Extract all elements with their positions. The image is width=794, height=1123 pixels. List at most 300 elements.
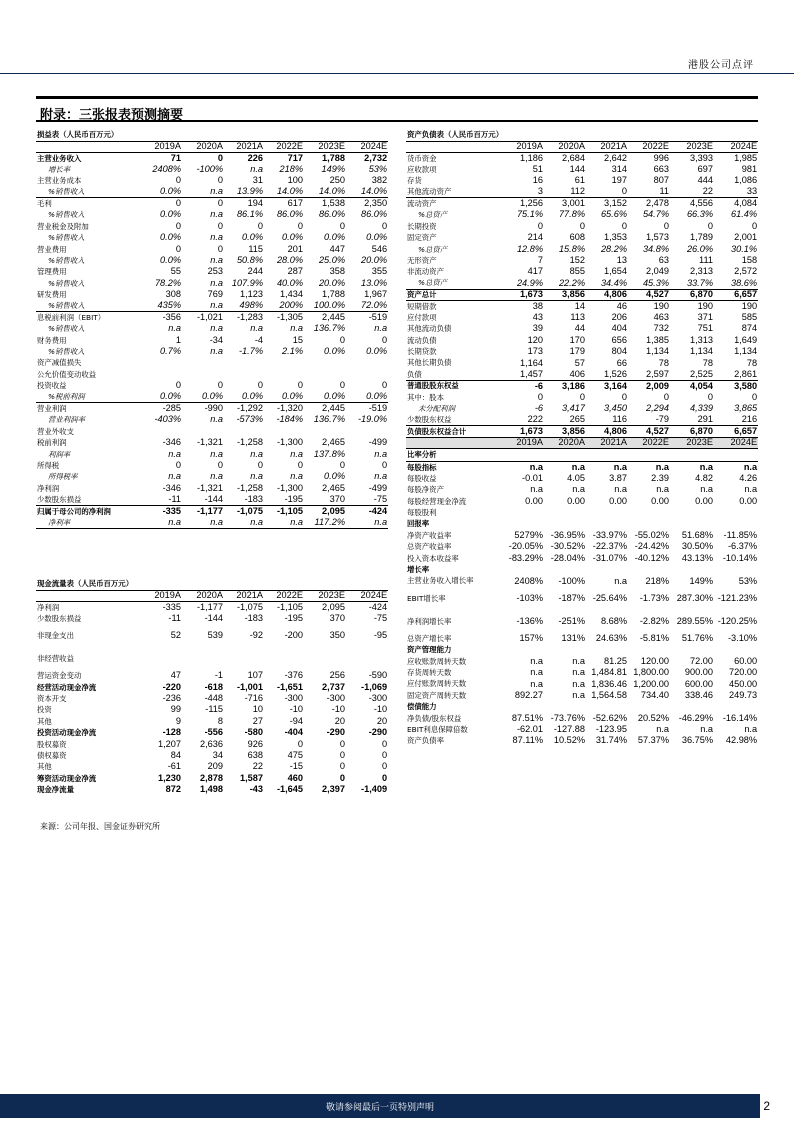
value-cell: n.a bbox=[142, 517, 182, 528]
value-cell: 1,836.46 bbox=[591, 678, 627, 689]
value-cell: 0.0% bbox=[264, 392, 304, 403]
value-cell: 25.0% bbox=[318, 255, 345, 265]
row-label: 净利润 bbox=[37, 483, 60, 493]
value-cell: 287 bbox=[287, 266, 303, 277]
value-cell: 78 bbox=[658, 357, 669, 368]
value-cell: 3,393 bbox=[690, 152, 713, 163]
table-row bbox=[406, 724, 758, 735]
value-cell: -6 bbox=[534, 380, 543, 391]
row-label: EBIT利息保障倍数 bbox=[407, 724, 468, 734]
row-label: 每股净资产 bbox=[407, 485, 444, 495]
value-cell: 1,134 bbox=[734, 346, 758, 357]
year-header-cell: 2022E bbox=[628, 141, 670, 152]
value-cell: 65.6% bbox=[600, 209, 627, 220]
value-cell: 0.0% bbox=[142, 392, 182, 403]
value-cell: 0.0% bbox=[324, 346, 345, 357]
value-cell: 0 bbox=[381, 738, 388, 749]
value-cell: 222 bbox=[502, 414, 544, 425]
value-cell: -46.29% bbox=[678, 712, 713, 723]
table-row bbox=[36, 483, 388, 494]
value-cell bbox=[224, 357, 264, 368]
row-label: 税前利润 bbox=[37, 438, 67, 448]
value-cell: 1,587 bbox=[240, 772, 263, 783]
value-cell: 358 bbox=[329, 266, 345, 277]
value-cell: 194 bbox=[247, 198, 263, 209]
value-cell: 1,123 bbox=[240, 289, 263, 300]
value-cell: 638 bbox=[247, 750, 263, 760]
value-cell: 546 bbox=[371, 243, 388, 254]
value-cell: -1,300 bbox=[276, 482, 303, 493]
value-cell: 34.8% bbox=[642, 243, 669, 254]
table-row bbox=[406, 198, 758, 209]
value-cell: 2,737 bbox=[322, 681, 345, 692]
value-cell: 13.9% bbox=[224, 187, 264, 198]
value-cell: 190 bbox=[741, 300, 758, 311]
value-cell: 10 bbox=[252, 704, 263, 715]
table-row bbox=[406, 484, 758, 495]
value-cell: 874 bbox=[741, 323, 758, 334]
value-cell: -16.14% bbox=[722, 712, 758, 723]
value-cell bbox=[670, 519, 714, 530]
value-cell: 1,484.81 bbox=[591, 667, 627, 678]
row-label: 投资 bbox=[37, 705, 52, 715]
value-cell bbox=[586, 564, 628, 575]
year-header-cell: 2024E bbox=[346, 590, 388, 601]
table-row bbox=[36, 727, 388, 738]
value-cell: 55 bbox=[170, 266, 181, 277]
row-label: EBIT增长率 bbox=[407, 593, 446, 603]
value-cell: 2,397 bbox=[322, 784, 345, 795]
value-cell: -1,258 bbox=[236, 482, 263, 493]
ratios-section-title: 比率分析 bbox=[406, 449, 758, 462]
value-cell: 0 bbox=[257, 380, 263, 391]
value-cell: 14.0% bbox=[346, 187, 388, 198]
table-row bbox=[36, 221, 388, 232]
header-divider bbox=[0, 73, 794, 74]
value-cell: -1,645 bbox=[276, 784, 303, 795]
value-cell: 30.1% bbox=[731, 243, 758, 254]
value-cell bbox=[182, 426, 224, 437]
value-cell: -220 bbox=[162, 681, 181, 692]
value-cell: -6.37% bbox=[727, 541, 758, 552]
table-row bbox=[406, 392, 758, 403]
row-label: 资产管理能力 bbox=[407, 645, 452, 655]
value-cell: 404 bbox=[611, 323, 627, 334]
value-cell: 115 bbox=[248, 243, 263, 254]
row-label: 营业外收支 bbox=[37, 426, 74, 436]
row-label: 主营业务成本 bbox=[37, 176, 82, 186]
value-cell: n.a bbox=[572, 689, 585, 700]
value-cell bbox=[544, 701, 586, 712]
value-cell: n.a bbox=[250, 323, 263, 334]
table-row bbox=[36, 175, 388, 186]
value-cell bbox=[714, 507, 758, 518]
value-cell: 152 bbox=[569, 255, 585, 265]
value-cell: 27 bbox=[252, 715, 263, 726]
value-cell bbox=[628, 644, 670, 655]
value-cell: 20.52% bbox=[637, 712, 669, 723]
value-cell: -43 bbox=[249, 784, 263, 795]
row-label: 非流动资产 bbox=[407, 267, 444, 277]
value-cell: 0 bbox=[297, 220, 303, 231]
value-cell: 120 bbox=[527, 334, 543, 345]
value-cell: 206 bbox=[611, 311, 627, 322]
value-cell: 218% bbox=[279, 163, 303, 174]
table-row bbox=[406, 667, 758, 678]
table-row bbox=[406, 713, 758, 724]
table-row bbox=[406, 323, 758, 334]
value-cell: 2,001 bbox=[734, 232, 758, 243]
value-cell: n.a bbox=[210, 232, 223, 243]
value-cell: 1,434 bbox=[280, 289, 303, 300]
value-cell: 0 bbox=[751, 220, 758, 231]
row-label: 负债股东权益合计 bbox=[407, 426, 467, 436]
table-row bbox=[36, 613, 388, 624]
value-cell: 120.00 bbox=[640, 655, 669, 666]
row-label: %销售收入 bbox=[48, 233, 85, 243]
value-cell: 0 bbox=[217, 175, 223, 186]
value-cell: n.a bbox=[699, 461, 713, 472]
value-cell: 0.0% bbox=[242, 232, 263, 243]
table-row bbox=[406, 175, 758, 186]
row-label: 净利润 bbox=[37, 602, 60, 612]
value-cell: 1,649 bbox=[734, 334, 758, 345]
appendix-title-bar bbox=[36, 96, 758, 122]
value-cell: 2,478 bbox=[646, 198, 669, 209]
value-cell: 38.6% bbox=[714, 278, 758, 289]
table-row bbox=[406, 656, 758, 667]
value-cell: -335 bbox=[162, 601, 181, 612]
value-cell: 5279% bbox=[514, 529, 543, 540]
row-label: %销售收入 bbox=[48, 324, 85, 334]
header-blank bbox=[406, 437, 502, 448]
balance-section-header bbox=[406, 128, 758, 141]
value-cell: 149% bbox=[689, 575, 713, 586]
value-cell: 1 bbox=[175, 334, 181, 345]
value-cell: 38 bbox=[532, 300, 543, 311]
row-label: 固定资产周转天数 bbox=[407, 690, 467, 700]
value-cell: -346 bbox=[162, 482, 181, 493]
value-cell bbox=[502, 564, 544, 575]
value-cell: 28.0% bbox=[276, 255, 303, 265]
value-cell: 355 bbox=[371, 266, 388, 277]
value-cell: 1,313 bbox=[690, 334, 713, 345]
value-cell: 78 bbox=[746, 357, 758, 368]
value-cell: 84 bbox=[170, 750, 181, 760]
value-cell: -10.14% bbox=[722, 552, 758, 563]
row-label: 总资产收益率 bbox=[407, 542, 452, 552]
row-label: 每股股利 bbox=[407, 508, 437, 518]
value-cell: 0 bbox=[217, 220, 223, 231]
value-cell: 0 bbox=[381, 761, 388, 772]
value-cell: 0 bbox=[381, 460, 388, 471]
value-cell: 6,870 bbox=[670, 289, 714, 300]
value-cell: n.a bbox=[571, 461, 585, 472]
year-header-cell: 2021A bbox=[586, 141, 628, 152]
value-cell: 0.00 bbox=[567, 495, 585, 506]
value-cell: 214 bbox=[527, 232, 543, 243]
value-cell bbox=[714, 644, 758, 655]
value-cell bbox=[264, 426, 304, 437]
table-row bbox=[406, 530, 758, 541]
value-cell: 4,556 bbox=[690, 198, 713, 209]
value-cell: 417 bbox=[527, 266, 543, 277]
value-cell: 116 bbox=[586, 414, 628, 425]
value-cell: -1.7% bbox=[238, 346, 263, 357]
value-cell: 8 bbox=[217, 715, 223, 726]
value-cell bbox=[304, 647, 346, 670]
value-cell bbox=[346, 369, 388, 380]
value-cell: -15 bbox=[289, 761, 303, 772]
value-cell: 226 bbox=[247, 152, 263, 163]
row-label: 财务费用 bbox=[37, 335, 67, 345]
value-cell: -403% bbox=[154, 414, 181, 425]
value-cell: 2.1% bbox=[282, 346, 303, 357]
value-cell: 2,049 bbox=[646, 266, 669, 277]
value-cell: 2408% bbox=[152, 163, 181, 174]
value-cell: -3.10% bbox=[727, 632, 758, 643]
value-cell: -195 bbox=[264, 494, 304, 505]
table-row bbox=[36, 380, 388, 391]
value-cell: 33.7% bbox=[670, 278, 714, 289]
header-blank bbox=[36, 590, 142, 601]
value-cell: n.a bbox=[210, 323, 223, 334]
value-cell: 0 bbox=[339, 220, 345, 231]
row-label: 筹资活动现金净流 bbox=[37, 773, 97, 783]
row-label: 营业利润 bbox=[37, 404, 67, 414]
row-label: 少数股东损益 bbox=[36, 494, 142, 505]
table-row bbox=[36, 255, 388, 266]
value-cell: 136.7% bbox=[313, 323, 345, 334]
value-cell: n.a bbox=[656, 724, 669, 735]
value-cell: -1,177 bbox=[196, 505, 223, 516]
value-cell: 447 bbox=[329, 243, 345, 254]
value-cell: 498% bbox=[224, 300, 264, 311]
income-section-header bbox=[36, 128, 388, 141]
value-cell: -24.42% bbox=[634, 541, 669, 552]
value-cell: 34.4% bbox=[586, 278, 628, 289]
value-cell: n.a bbox=[700, 724, 713, 735]
year-header-cell: 2019A bbox=[142, 590, 182, 601]
table-row bbox=[36, 647, 388, 670]
value-cell: 1,164 bbox=[520, 357, 543, 368]
row-label: 短期借款 bbox=[407, 301, 437, 311]
value-cell: 51.68% bbox=[681, 529, 713, 540]
value-cell: 2,313 bbox=[690, 266, 713, 277]
ratios-section-header bbox=[406, 449, 758, 462]
table-row bbox=[406, 255, 758, 266]
value-cell: 0 bbox=[297, 380, 303, 391]
table-row bbox=[36, 437, 388, 448]
table-row bbox=[36, 187, 388, 198]
value-cell: 43 bbox=[532, 311, 543, 322]
value-cell: n.a bbox=[210, 471, 223, 482]
value-cell: -590 bbox=[368, 670, 388, 681]
value-cell: -52.62% bbox=[592, 712, 627, 723]
row-label: 其他长期负债 bbox=[407, 358, 452, 368]
value-cell: 0.0% bbox=[142, 187, 182, 198]
value-cell bbox=[628, 701, 670, 712]
value-cell: 4,339 bbox=[690, 403, 713, 414]
value-cell bbox=[670, 564, 714, 575]
value-cell: 173 bbox=[527, 346, 543, 357]
value-cell: 0 bbox=[217, 198, 223, 209]
value-cell: 15 bbox=[292, 334, 303, 345]
table-row bbox=[36, 357, 388, 368]
value-cell: 475 bbox=[287, 750, 303, 760]
year-header-cell: 2022E bbox=[628, 437, 670, 448]
value-cell: 0 bbox=[621, 391, 627, 402]
table-row bbox=[406, 221, 758, 232]
value-cell: 2,095 bbox=[322, 601, 345, 612]
year-header-cell: 2019A bbox=[502, 141, 544, 152]
value-cell bbox=[586, 507, 628, 518]
value-cell: 370 bbox=[329, 612, 345, 623]
value-cell: 61 bbox=[574, 175, 585, 186]
value-cell: 2408% bbox=[514, 575, 543, 586]
value-cell: n.a bbox=[572, 484, 585, 495]
value-cell: -1,300 bbox=[276, 437, 303, 448]
value-cell: 20 bbox=[334, 715, 345, 726]
value-cell: 656 bbox=[611, 334, 627, 345]
value-cell bbox=[224, 647, 264, 670]
value-cell: 0.0% bbox=[324, 471, 345, 482]
value-cell: 0.0% bbox=[304, 392, 346, 403]
value-cell: 2,861 bbox=[714, 369, 758, 380]
table-row bbox=[36, 209, 388, 220]
value-cell: 996 bbox=[653, 152, 669, 163]
value-cell: -1,069 bbox=[361, 681, 388, 692]
value-cell: 86.0% bbox=[318, 209, 345, 220]
table-row bbox=[36, 750, 388, 761]
table-row bbox=[36, 232, 388, 243]
value-cell: 807 bbox=[653, 175, 669, 186]
row-label: 增长率 bbox=[407, 565, 430, 575]
year-header-cell: 2023E bbox=[670, 141, 714, 152]
value-cell: -19.0% bbox=[357, 414, 388, 425]
footer-bar bbox=[0, 1094, 760, 1118]
row-label: 所得税 bbox=[37, 460, 60, 470]
value-cell: 0 bbox=[217, 152, 223, 163]
value-cell: 144 bbox=[569, 163, 585, 174]
value-cell: 100.0% bbox=[304, 300, 346, 311]
table-row bbox=[36, 346, 388, 357]
value-cell: 200% bbox=[264, 300, 304, 311]
value-cell: 0.0% bbox=[366, 346, 388, 357]
value-cell: 131% bbox=[561, 632, 585, 643]
value-cell: 1,800.00 bbox=[633, 667, 669, 678]
value-cell: 78.2% bbox=[154, 277, 181, 288]
value-cell: -34 bbox=[209, 334, 223, 345]
value-cell: 734.40 bbox=[640, 689, 669, 700]
value-cell: n.a bbox=[182, 300, 224, 311]
table-row bbox=[36, 152, 388, 163]
value-cell: 0.0% bbox=[224, 392, 264, 403]
value-cell: 855 bbox=[569, 266, 585, 277]
value-cell: 179 bbox=[569, 346, 585, 357]
value-cell: -1.73% bbox=[639, 592, 669, 603]
value-cell: 51 bbox=[532, 163, 543, 174]
value-cell: 51.76% bbox=[681, 632, 713, 643]
value-cell: n.a bbox=[250, 471, 263, 482]
value-cell: 46 bbox=[616, 300, 627, 311]
value-cell: 585 bbox=[741, 311, 758, 322]
row-label: %总资产 bbox=[418, 210, 448, 220]
year-header-cell: 2021A bbox=[224, 141, 264, 152]
value-cell: 289.55% bbox=[676, 615, 713, 626]
value-cell: 0 bbox=[663, 220, 669, 231]
value-cell: -183 bbox=[224, 494, 264, 505]
row-label: 长期投资 bbox=[407, 221, 437, 231]
value-cell: 1,385 bbox=[646, 334, 669, 345]
value-cell: 86.1% bbox=[236, 209, 263, 220]
value-cell: 4.82 bbox=[695, 473, 713, 484]
value-cell: -2.82% bbox=[639, 615, 669, 626]
value-cell: -519 bbox=[368, 403, 388, 414]
row-label: 经营活动现金净流 bbox=[37, 682, 97, 692]
value-cell: 1,564.58 bbox=[591, 689, 627, 700]
table-row bbox=[36, 784, 388, 795]
value-cell: 0 bbox=[175, 198, 181, 209]
value-cell: 539 bbox=[207, 630, 223, 641]
value-cell: 1,457 bbox=[502, 369, 544, 380]
value-cell: 1,573 bbox=[646, 232, 669, 243]
table-row bbox=[36, 323, 388, 334]
appendix-title: 附录：三张报表预测摘要 bbox=[40, 108, 184, 123]
value-cell: 256 bbox=[329, 670, 345, 681]
value-cell: n.a bbox=[210, 255, 223, 265]
value-cell: 3,856 bbox=[544, 289, 586, 300]
value-cell: 2,636 bbox=[200, 738, 223, 749]
value-cell: 26.0% bbox=[686, 243, 713, 254]
value-cell: 12.8% bbox=[516, 243, 543, 254]
value-cell: 926 bbox=[247, 738, 263, 749]
value-cell: 2,684 bbox=[562, 152, 585, 163]
year-header-cell: 2020A bbox=[544, 141, 586, 152]
row-label: 长期贷款 bbox=[407, 347, 437, 357]
value-cell: -28.04% bbox=[550, 552, 585, 563]
row-label: 现金净流量 bbox=[37, 785, 74, 795]
value-cell: -1,321 bbox=[196, 437, 223, 448]
value-cell: -92 bbox=[249, 630, 263, 641]
value-cell: -1,075 bbox=[236, 601, 263, 612]
value-cell: 1,967 bbox=[364, 289, 388, 300]
row-label: %销售收入 bbox=[48, 255, 85, 265]
value-cell: n.a bbox=[744, 484, 758, 495]
value-cell bbox=[544, 519, 586, 530]
value-cell: 1,207 bbox=[158, 738, 181, 749]
value-cell: n.a bbox=[346, 517, 388, 528]
value-cell: -580 bbox=[244, 727, 263, 738]
value-cell: n.a bbox=[374, 448, 388, 459]
cashflow-section-title: 现金流量表（人民币百万元） bbox=[36, 577, 388, 590]
value-cell: -356 bbox=[162, 312, 181, 323]
value-cell: -1,320 bbox=[276, 403, 303, 414]
row-label: 营运资金变动 bbox=[37, 671, 82, 681]
table-row bbox=[406, 209, 758, 220]
value-cell: 99 bbox=[170, 704, 181, 715]
year-header-cell: 2020A bbox=[182, 590, 224, 601]
value-cell: -62.01 bbox=[516, 724, 543, 735]
value-cell bbox=[304, 426, 346, 437]
row-label: %销售收入 bbox=[48, 278, 85, 288]
value-cell: 250 bbox=[329, 175, 345, 186]
value-cell: 87.51% bbox=[511, 712, 543, 723]
value-cell: n.a bbox=[744, 724, 758, 735]
value-cell: 54.7% bbox=[642, 209, 669, 220]
value-cell: 0 bbox=[586, 187, 628, 198]
row-label: 营业利润率 bbox=[48, 415, 85, 425]
